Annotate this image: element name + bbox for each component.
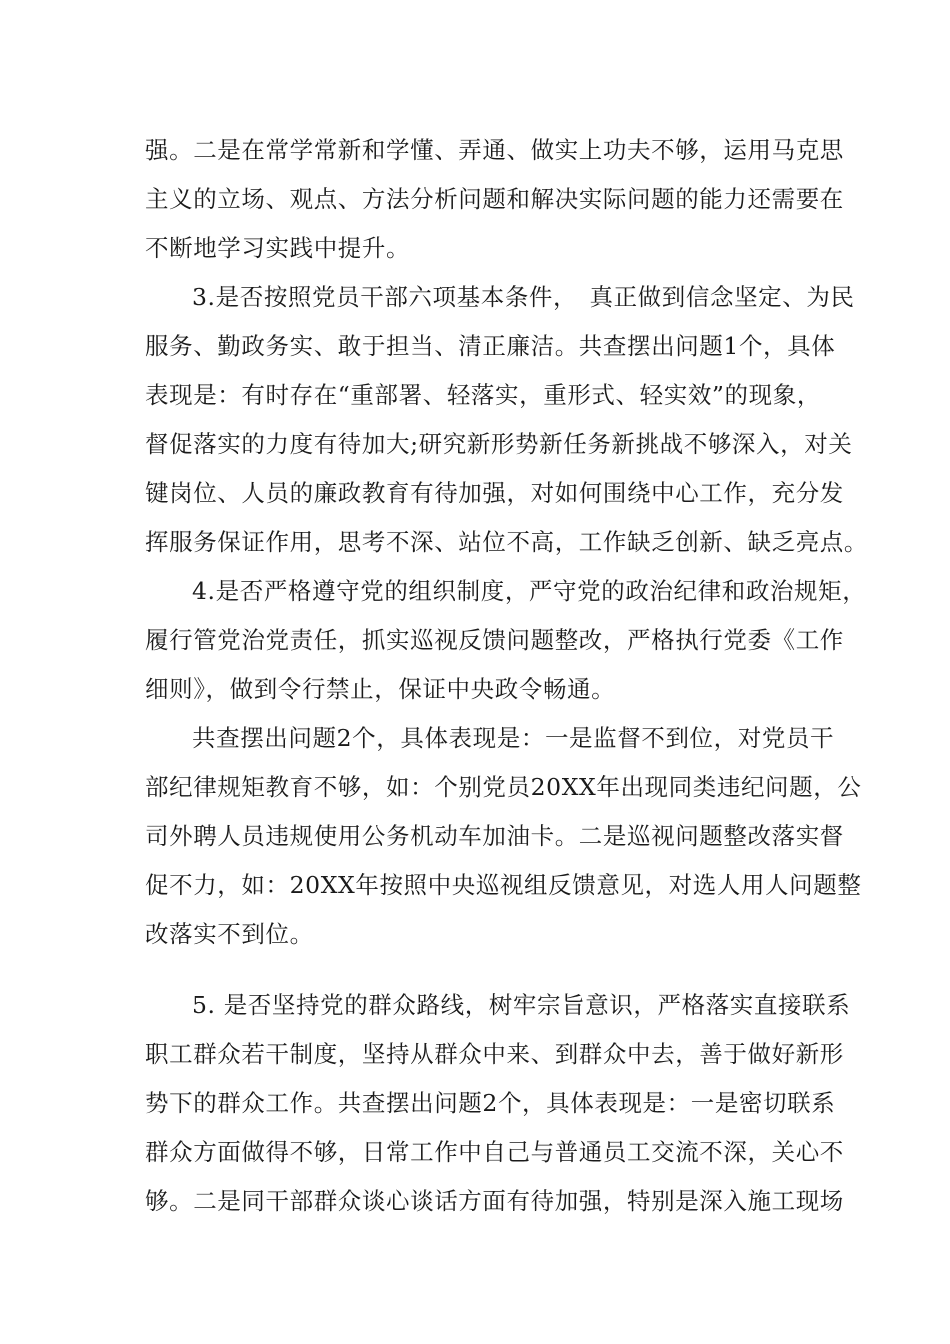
paragraph-3-start: 3.是否按照党员干部六项基本条件， 真正做到信念坚定、为民 bbox=[192, 283, 855, 311]
text-line: 不断地学习实践中提升。 bbox=[145, 234, 411, 262]
text-line: 履行管党治党责任，抓实巡视反馈问题整改，严格执行党委《工作 bbox=[145, 626, 844, 654]
text-line: 促不力，如：20XX年按照中央巡视组反馈意见，对选人用人问题整 bbox=[145, 871, 862, 899]
text-line: 挥服务保证作用，思考不深、站位不高，工作缺乏创新、缺乏亮点。 bbox=[145, 528, 868, 556]
text-line: 改落实不到位。 bbox=[145, 920, 314, 948]
text-line: 督促落实的力度有待加大;研究新形势新任务新挑战不够深入，对关 bbox=[145, 430, 853, 458]
text-line: 势下的群众工作。共查摆出问题2个，具体表现是：一是密切联系 bbox=[145, 1089, 836, 1117]
text-line: 职工群众若干制度，坚持从群众中来、到群众中去，善于做好新形 bbox=[145, 1040, 844, 1068]
text-line: 细则》，做到令行禁止，保证中央政令畅通。 bbox=[145, 675, 616, 703]
paragraph-4-start: 4.是否严格遵守党的组织制度，严守党的政治纪律和政治规矩， bbox=[192, 577, 867, 605]
text-line: 主义的立场、观点、方法分析问题和解决实际问题的能力还需要在 bbox=[145, 185, 844, 213]
paragraph-findings-start: 共查摆出问题2个，具体表现是：一是监督不到位，对党员干 bbox=[192, 724, 835, 752]
text-line: 服务、勤政务实、敢于担当、清正廉洁。共查摆出问题1个，具体 bbox=[145, 332, 836, 360]
text-line: 够。二是同干部群众谈心谈话方面有待加强，特别是深入施工现场 bbox=[145, 1187, 844, 1215]
text-line: 键岗位、人员的廉政教育有待加强，对如何围绕中心工作，充分发 bbox=[145, 479, 844, 507]
text-line: 部纪律规矩教育不够，如：个别党员20XX年出现同类违纪问题，公 bbox=[145, 773, 862, 801]
text-line: 司外聘人员违规使用公务机动车加油卡。二是巡视问题整改落实督 bbox=[145, 822, 844, 850]
text-line: 强。二是在常学常新和学懂、弄通、做实上功夫不够，运用马克思 bbox=[145, 136, 844, 164]
text-line: 群众方面做得不够，日常工作中自己与普通员工交流不深，关心不 bbox=[145, 1138, 844, 1166]
paragraph-5-start: 5. 是否坚持党的群众路线，树牢宗旨意识，严格落实直接联系 bbox=[192, 991, 851, 1019]
text-line: 表现是：有时存在“重部署、轻落实，重形式、轻实效”的现象， bbox=[145, 381, 821, 409]
